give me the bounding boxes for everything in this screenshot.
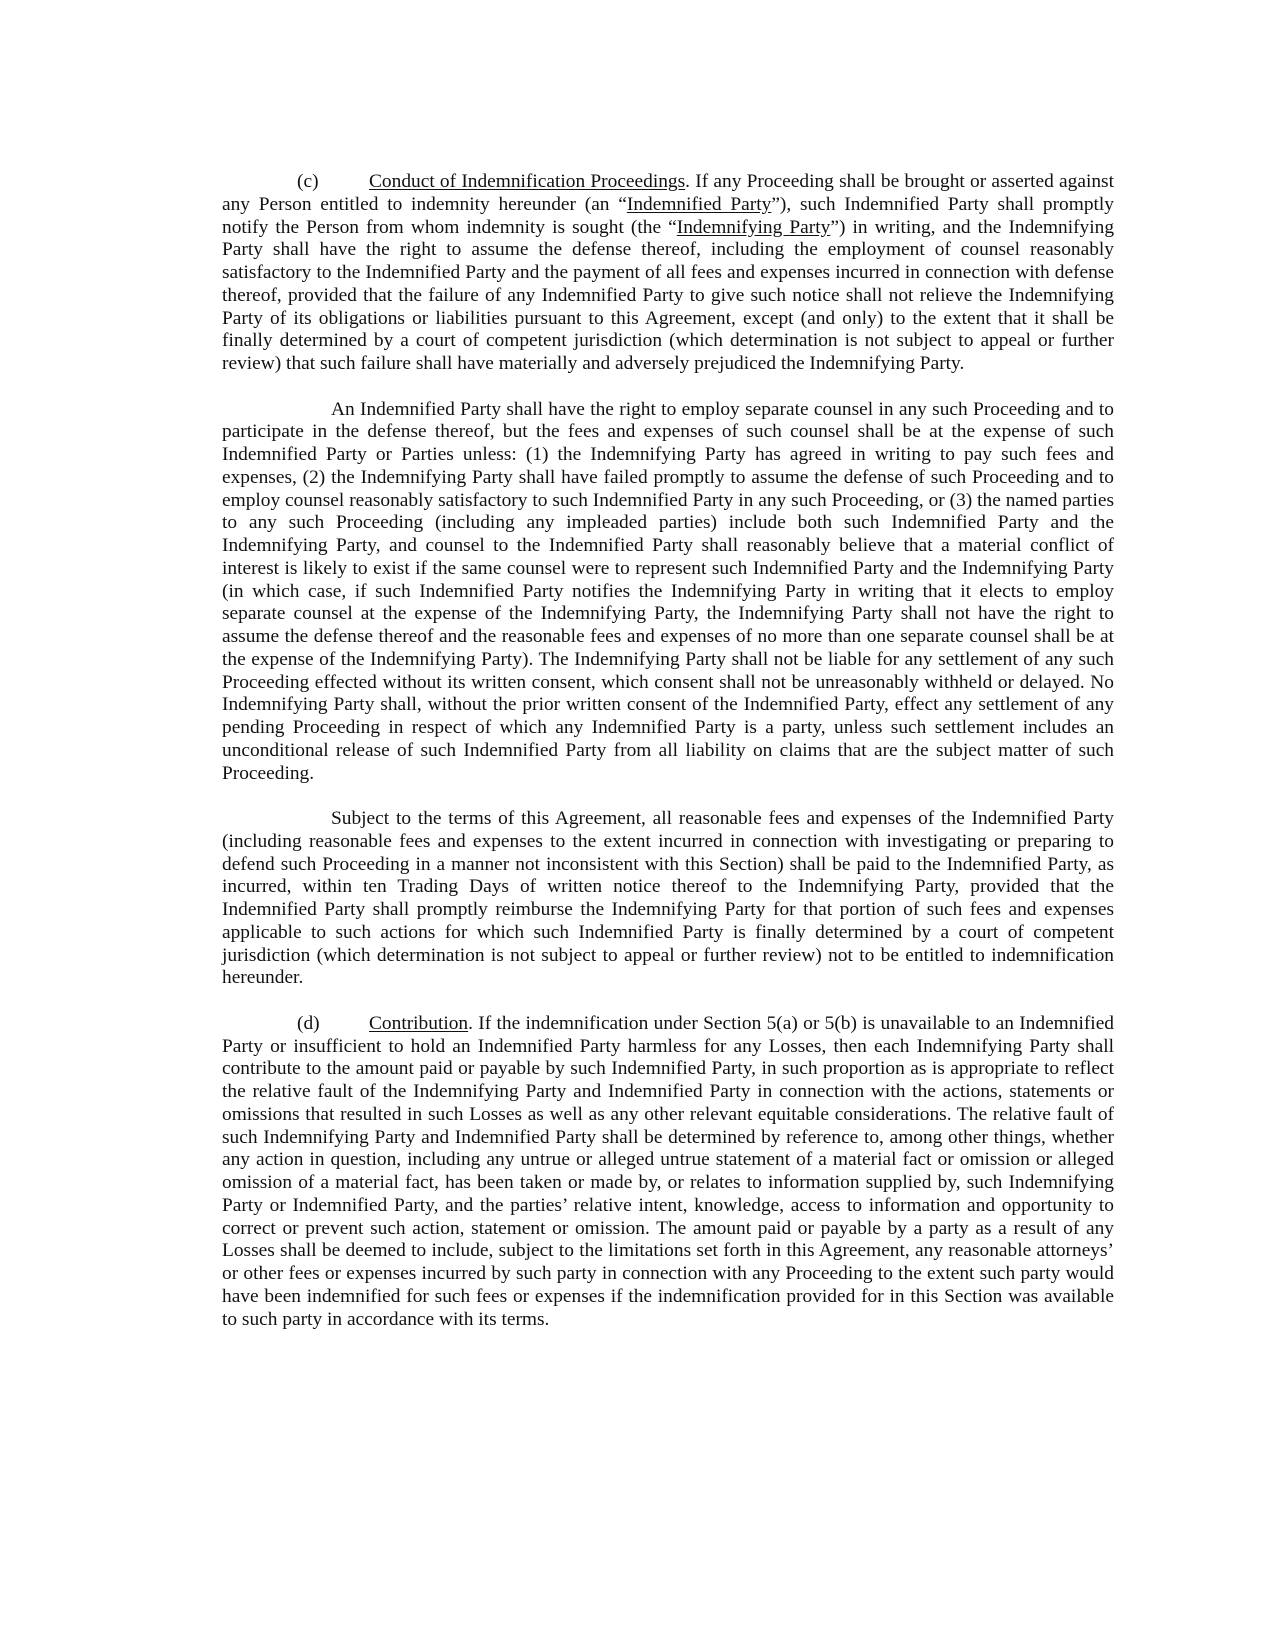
section-c-paragraph: [222, 171, 1114, 376]
separate-counsel-paragraph: An Indemnified Party shall have the right to employ separate counsel in any such Proceeding and to participate in the defense thereof, but the fees and expenses of such counsel shall be at the expense of such Indemnified Party or Parties unless: (1) the Indemnifying Party has agreed in writing to pay such fees and expenses, (2) the Indemnifying Party shall have failed promptly to assume the defense of such Proceeding and to employ counsel reasonably satisfactory to such Indemnified Party in any such Proceeding, or (3) the named parties to any such Proceeding (including any impleaded parties) include both such Indemnified Party and the Indemnifying Party, and counsel to the Indemnified Party shall reasonably believe that a material conflict of interest is likely to exist if the same counsel were to represent such Indemnified Party and the Indemnifying Party (in which case, if such Indemnified Party notifies the Indemnifying Party in writing that it elects to employ separate counsel at the expense of the Indemnifying Party, the Indemnifying Party shall not have the right to assume the defense thereof and the reasonable fees and expenses of no more than one separate counsel shall be at the expense of the Indemnifying Party). The Indemnifying Party shall not be liable for any settlement of any such Proceeding effected without its written consent, which consent shall not be unreasonably withheld or delayed. No Indemnifying Party shall, without the prior written consent of the Indemnified Party, effect any settlement of any pending Proceeding in respect of which any Indemnified Party is a party, unless such settlement includes an unconditional release of such Indemnified Party from all liability on claims that are the subject matter of such Proceeding.: [222, 398, 1114, 784]
section-c-text-1: . If any Proceeding shall be brought or asserted against any Person entitled to indemnity hereunder (an “: [222, 171, 1114, 215]
defined-term-indemnified-party: Indemnified Party: [626, 193, 772, 215]
section-d-label: (d): [297, 1012, 320, 1034]
defined-term-indemnifying-party: Indemnifying Party: [676, 216, 831, 238]
section-c-heading: Conduct of Indemnification Proceedings: [369, 171, 686, 192]
section-d-text: . If the indemnification under Section 5(a) or 5(b) is unavailable to an Indemnified Party or insufficient to hold an Indemnified Party harmless for any Losses, then each Indemnifying Party shall contribute to the amount paid or payable by such Indemnified Party, in such proportion as is appropriate to reflect the relative fault of the Indemnifying Party and Indemnified Party in connection with the actions, statements or omissions that resulted in such Losses as well as any other relevant equitable considerations. The relative fault of such Indemnifying Party and Indemnified Party shall be determined by reference to, among other things, whether any action in question, including any untrue or alleged untrue statement of a material fact or omission or alleged omission of a material fact, has been taken or made by, or relates to information supplied by, such Indemnifying Party or Indemnified Party, and the parties’ relative intent, knowledge, access to information and opportunity to correct or prevent such action, statement or omission. The amount paid or payable by a party as a result of any Losses shall be deemed to include, subject to the limitations set forth in this Agreement, any reasonable attorneys’ or other fees or expenses incurred by such party in connection with any Proceeding to the extent such party would have been indemnified for such fees or expenses if the indemnification provided for in this Section was available to such party in accordance with its terms.: [222, 1012, 1114, 1330]
section-c-text-2: ”), such Indemnified Party shall promptly notify the Person from whom indemnity is sought (the “: [222, 193, 1115, 238]
fees-expenses-paragraph: Subject to the terms of this Agreement, all reasonable fees and expenses of the Indemnified Party (including reasonable fees and expenses to the extent incurred in connection with investigating or preparing to defend such Proceeding in a manner not inconsistent with this Section) shall be paid to the Indemnified Party, as incurred, within ten Trading Days of written notice thereof to the Indemnifying Party, provided that the Indemnified Party shall promptly reimburse the Indemnifying Party for that portion of such fees and expenses applicable to such actions for which such Indemnified Party is finally determined by a court of competent jurisdiction (which determination is not subject to appeal or further review) not to be entitled to indemnification hereunder.: [222, 808, 1114, 989]
document-page: [222, 171, 1114, 1354]
section-d-paragraph: [222, 1013, 1114, 1332]
section-d-heading: Contribution: [369, 1012, 469, 1034]
section-c-text-3: ”) in writing, and the Indemnifying Party shall have the right to assume the defense thereof, including the employment of counsel reasonably satisfactory to the Indemnified Party and the payment of all fees and expenses incurred in connection with defense thereof, provided that the failure of any Indemnified Party to give such notice shall not relieve the Indemnifying Party of its obligations or liabilities pursuant to this Agreement, except (and only) to the extent that it shall be finally determined by a court of competent jurisdiction (which determination is not subject to appeal or further review) that such failure shall have materially and adversely prejudiced the Indemnifying Party.: [222, 216, 1115, 374]
section-c-label: (c): [297, 171, 319, 192]
